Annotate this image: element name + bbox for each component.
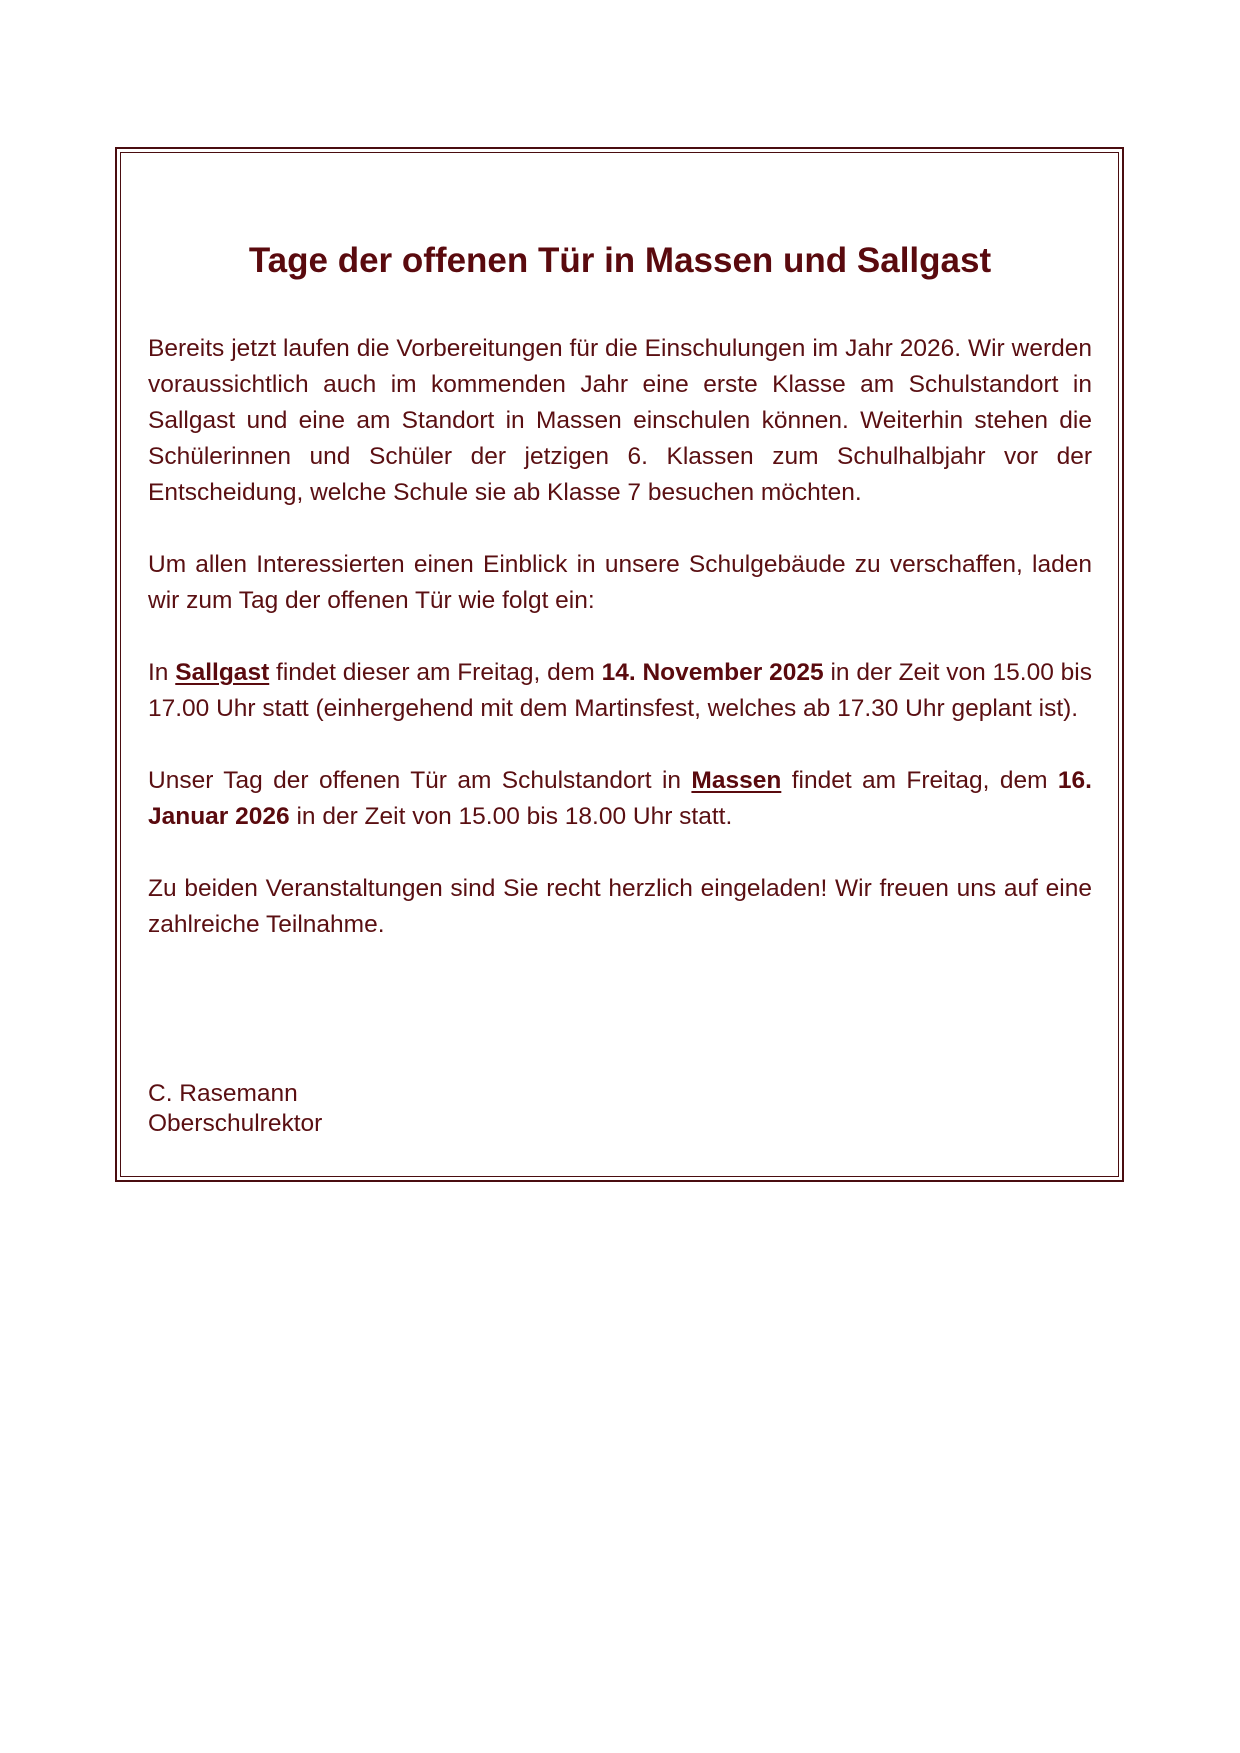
- sallgast-date: 14. November 2025: [601, 659, 824, 686]
- document-body: [148, 331, 1092, 979]
- massen-prefix: Unser Tag der offenen Tür am Schulstandort in: [148, 767, 692, 794]
- paragraph-sallgast-event: [148, 655, 1092, 727]
- massen-location: Massen: [691, 767, 782, 794]
- massen-date: 16. Januar 2026: [148, 767, 1092, 830]
- sallgast-middle: findet dieser am Freitag, dem: [269, 659, 602, 686]
- massen-suffix: in der Zeit von 15.00 bis 18.00 Uhr statt.: [289, 803, 733, 830]
- massen-middle: findet am Freitag, dem: [781, 767, 1058, 794]
- signature-block: [148, 1079, 322, 1139]
- paragraph-closing: Zu beiden Veranstaltungen sind Sie recht herzlich eingeladen! Wir freuen uns auf eine zahlreiche Teilnahme.: [148, 875, 1092, 938]
- sallgast-location: Sallgast: [175, 659, 270, 686]
- paragraph-massen-event: [148, 763, 1092, 835]
- sallgast-prefix: In: [148, 659, 176, 686]
- signature-role: Oberschulrektor: [148, 1110, 323, 1137]
- sallgast-suffix: in der Zeit von 15.00 bis 17.00 Uhr statt (einhergehend mit dem Martinsfest, welches ab 17.30 Uhr geplant ist).: [148, 659, 1093, 722]
- signature-name: C. Rasemann: [148, 1080, 298, 1107]
- paragraph-invitation-intro: Um allen Interessierten einen Einblick in unsere Schulgebäude zu verschaffen, laden wir zum Tag der offenen Tür wie folgt ein:: [148, 551, 1092, 614]
- page-title: Tage der offenen Tür in Massen und Sallgast: [248, 241, 992, 280]
- paragraph-preparations: Bereits jetzt laufen die Vorbereitungen für die Einschulungen im Jahr 2026. Wir werden voraussichtlich auch im kommenden Jahr eine erste Klasse am Schulstandort in Sallgast und eine am Standort in Massen einschulen können. Weiterhin stehen die Schülerinnen und Schüler der jetzigen 6. Klassen zum Schulhalbjahr vor der Entscheidung, welche Schule sie ab Klasse 7 besuchen möchten.: [148, 335, 1092, 506]
